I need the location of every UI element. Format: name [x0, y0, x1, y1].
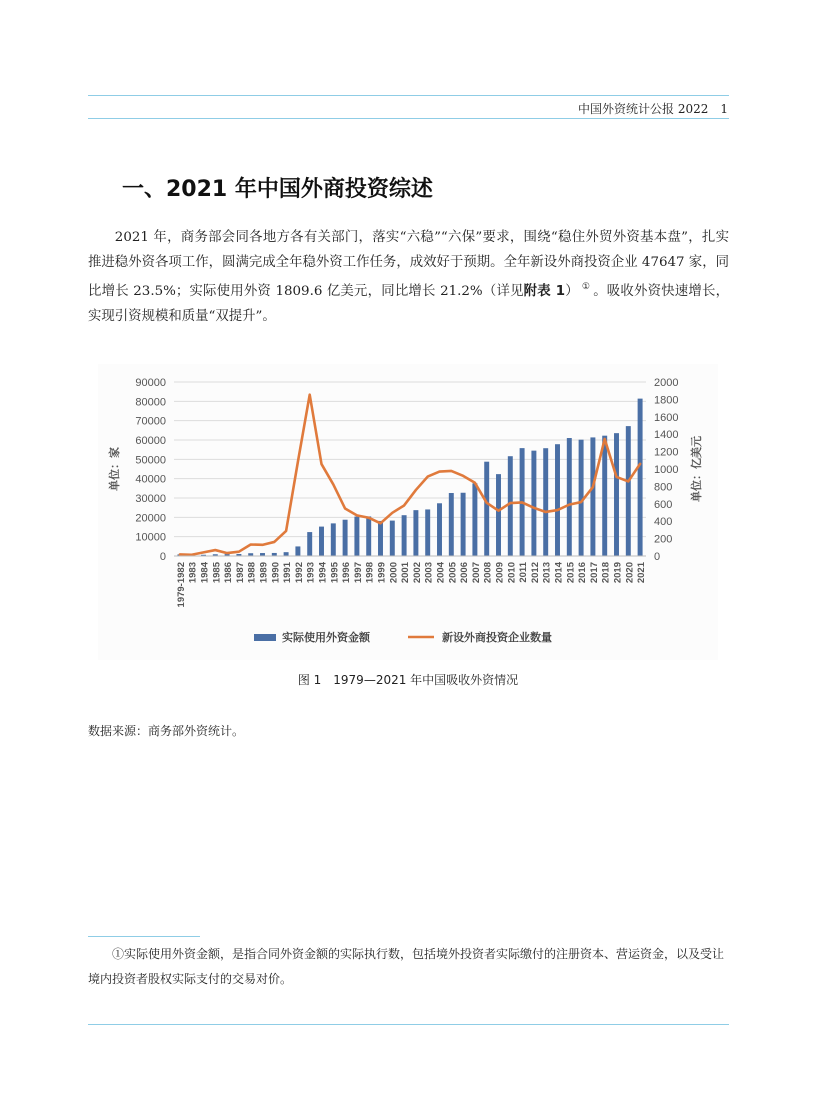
- y-right-tick-label: 1200: [654, 446, 679, 459]
- paragraph-tail-text: 。吸收外资快速增长，实现引资规模和质量“双提升”。: [88, 284, 730, 324]
- section-title: 一、2021 年中国外商投资综述: [122, 177, 433, 202]
- bar-2018: [602, 436, 607, 556]
- header-top-rule: [88, 95, 729, 96]
- x-tick-label: 2009: [494, 562, 506, 584]
- x-tick-label: 2018: [600, 562, 612, 584]
- x-tick-label: 2005: [447, 562, 459, 584]
- x-tick-label: 1986: [223, 562, 235, 584]
- x-tick-label: 1995: [329, 562, 341, 584]
- bar-1996: [343, 520, 348, 556]
- bar-2017: [590, 437, 595, 556]
- bar-2005: [449, 493, 454, 556]
- bar-2008: [484, 462, 489, 556]
- y-right-tick-label: 1800: [654, 394, 679, 407]
- legend-label-bars: 实际使用外资金额: [282, 632, 370, 644]
- bar-2007: [472, 483, 477, 556]
- bar-1998: [366, 516, 371, 556]
- x-tick-label: 2001: [400, 562, 412, 584]
- y-left-tick-label: 60000: [135, 435, 166, 447]
- bar-2002: [413, 510, 418, 556]
- bar-2010: [508, 456, 513, 556]
- y-right-tick-label: 2000: [654, 377, 679, 389]
- bar-2020: [626, 426, 631, 556]
- bar-1993: [307, 532, 312, 556]
- x-tick-label: 1984: [199, 562, 211, 584]
- bar-1991: [284, 552, 289, 556]
- y-left-tick-label: 0: [159, 551, 166, 563]
- footer-rule: [88, 1024, 729, 1025]
- x-tick-label: 2020: [624, 562, 636, 584]
- x-tick-label: 1991: [282, 562, 294, 584]
- x-tick-label: 2000: [388, 562, 400, 584]
- appendix-reference: 附表 1: [523, 284, 566, 300]
- x-tick-label: 2014: [553, 562, 565, 584]
- running-header: [578, 100, 728, 117]
- bar-2006: [461, 493, 466, 556]
- footnote-text: ①实际使用外资金额，是指合同外资金额的实际执行数，包括境外投资者实际缴付的注册资本、营运资金，以及受让境内投资者股权实际支付的交易对价。: [88, 947, 725, 986]
- x-tick-label: 1994: [317, 562, 329, 584]
- footnote-rule: [88, 936, 200, 937]
- x-tick-label: 2013: [541, 562, 553, 584]
- y-right-tick-label: 1000: [654, 464, 679, 476]
- x-tick-label: 2019: [612, 562, 624, 584]
- bar-2009: [496, 474, 501, 556]
- x-tick-label: 1985: [211, 562, 223, 584]
- x-tick-label: 1997: [352, 562, 364, 584]
- x-tick-label: 1999: [376, 562, 388, 584]
- bar-2021: [638, 399, 643, 556]
- source-note: 数据来源：商务部外资统计。: [88, 724, 245, 738]
- page-number: 1: [720, 102, 728, 116]
- bar-2001: [402, 515, 407, 556]
- y-left-tick-label: 10000: [135, 531, 166, 544]
- x-tick-label: 1983: [187, 562, 199, 584]
- x-tick-label: 2007: [470, 562, 482, 584]
- legend-label-line: 新设外商投资企业数量: [442, 632, 552, 644]
- x-tick-label: 1979-1982: [175, 562, 187, 608]
- x-tick-label: 2006: [459, 562, 471, 584]
- x-tick-label: 2010: [506, 562, 518, 584]
- header-bottom-rule: [88, 118, 729, 119]
- x-tick-label: 2015: [565, 562, 577, 584]
- y-left-tick-label: 80000: [135, 396, 166, 409]
- fdi-chart: [98, 364, 718, 660]
- paragraph-main-text: 2021 年，商务部会同各地方各有关部门，落实“六稳”“六保”要求，围绕“稳住外贸外资基本盘”，扎实推进稳外资各项工作，圆满完成全年稳外资工作任务，成效好于预期。全年新设外商投资企业 47647 家，同比增长 23.5%；实际使用外资 1809.6 亿美元，同比增长 21.2%（详见: [88, 230, 729, 300]
- y-left-tick-label: 20000: [135, 512, 166, 525]
- x-tick-label: 2017: [588, 562, 600, 584]
- y-right-tick-label: 400: [654, 516, 673, 529]
- x-tick-label: 1998: [364, 562, 376, 584]
- x-tick-label: 1989: [258, 562, 270, 584]
- bar-2000: [390, 521, 395, 556]
- figure-caption: 图 1 1979—2021 年中国吸收外资情况: [297, 673, 519, 687]
- bar-2003: [425, 509, 430, 556]
- y-right-tick-label: 600: [654, 498, 673, 511]
- x-tick-label: 2008: [482, 562, 494, 584]
- x-tick-label: 1988: [246, 562, 258, 584]
- x-tick-label: 1987: [234, 562, 246, 584]
- y-left-tick-label: 70000: [135, 415, 166, 428]
- y-left-tick-label: 50000: [135, 454, 166, 467]
- x-tick-label: 2003: [423, 562, 435, 584]
- y-left-tick-label: 90000: [135, 377, 166, 389]
- legend-swatch-bars: [254, 634, 276, 641]
- x-tick-label: 1992: [293, 562, 305, 584]
- y-left-axis-label: 单位：家: [109, 447, 121, 491]
- y-right-tick-label: 0: [654, 551, 661, 563]
- fdi-chart-svg: [98, 364, 718, 660]
- bar-1997: [354, 517, 359, 556]
- y-right-tick-label: 800: [654, 481, 673, 494]
- x-tick-label: 2011: [518, 562, 530, 583]
- x-tick-label: 1996: [341, 562, 353, 584]
- paragraph-close-paren: ）: [565, 284, 579, 300]
- header-title: 中国外资统计公报 2022: [578, 102, 709, 116]
- bar-1992: [295, 546, 300, 556]
- y-right-tick-label: 200: [654, 533, 673, 546]
- bar-2015: [567, 438, 572, 556]
- y-left-tick-label: 40000: [135, 473, 166, 486]
- y-right-tick-label: 1400: [654, 429, 679, 442]
- y-right-axis-label: 单位：亿美元: [691, 436, 703, 502]
- x-tick-label: 2021: [636, 562, 648, 584]
- x-tick-label: 1993: [305, 562, 317, 584]
- x-tick-label: 1990: [270, 562, 282, 584]
- x-tick-label: 2002: [411, 562, 423, 584]
- bar-2019: [614, 433, 619, 556]
- bar-2013: [543, 448, 548, 556]
- bar-2012: [531, 451, 536, 556]
- x-tick-label: 2012: [529, 562, 541, 584]
- x-tick-label: 2004: [435, 562, 447, 584]
- footnote-marker[interactable]: ①: [581, 282, 591, 293]
- bar-1999: [378, 521, 383, 556]
- y-right-tick-label: 1600: [654, 411, 679, 424]
- bar-1994: [319, 527, 324, 556]
- intro-paragraph: [88, 226, 729, 329]
- bar-2004: [437, 503, 442, 556]
- y-left-tick-label: 30000: [135, 493, 166, 505]
- bar-2014: [555, 444, 560, 556]
- x-tick-label: 2016: [577, 562, 589, 584]
- bar-1995: [331, 523, 336, 556]
